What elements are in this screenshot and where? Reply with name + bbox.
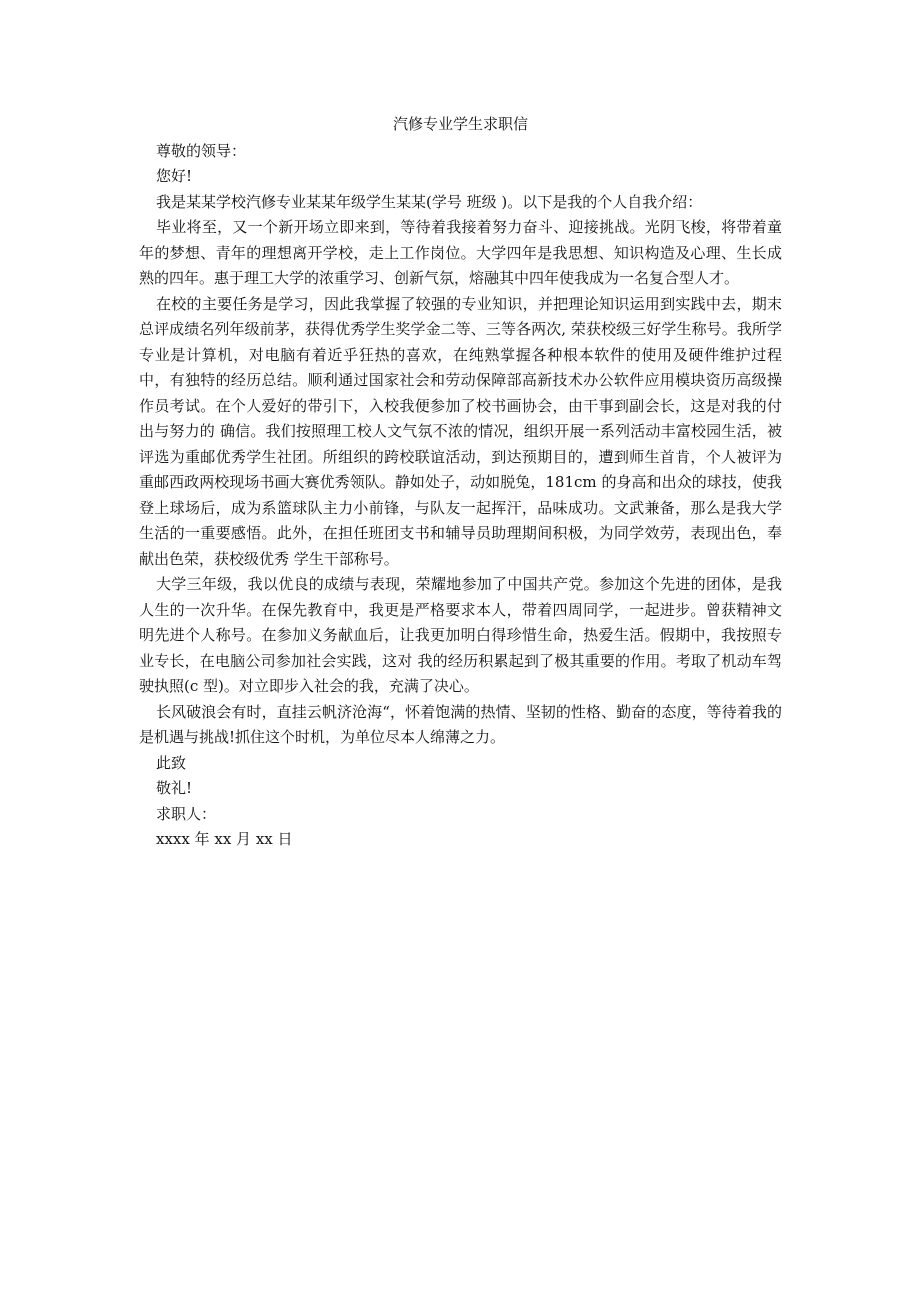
paragraph-school-life: 在校的主要任务是学习，因此我掌握了较强的专业知识，并把理论知识运用到实践中去，期末总评成绩名列年级前茅，获得优秀学生奖学金二等、三等各两次, 荣获校级三好学生称号。我所学专业是计算机，对电脑有着近乎狂热的喜欢，在纯熟掌握各种根本软件的使用及硬件维护过程中，有独特的经历总结。顺利通过国家社会和劳动保障部高新技术办公软件应用模块资历高级操作员考试。在个人爱好的带引下，入校我便参加了校书画协会，由干事到副会长，这是对我的付出与努力的 确信。我们按照理工校人文气氛不浓的情况，组织开展一系列活动丰富校园生活，被评选为重邮优秀学生社团。所组织的跨校联谊活动，到达预期目的，遭到师生首肯，个人被评为重邮西政两校现场书画大赛优秀领队。静如处子，动如脱兔，181cm 的身高和出众的球技，使我登上球场后，成为系篮球队主力小前锋，与队友一起挥汗，品味成功。文武兼备，那么是我大学生活的一重要感悟。此外，在担任班团支书和辅导员助理期间积极，为同学效劳，表现出色，奉献出色荣，获校级优秀 学生干部称号。 <box>139 294 782 568</box>
document-title: 汽修专业学生求职信 <box>392 115 528 133</box>
date-line: xxxx 年 xx 月 xx 日 <box>156 830 293 848</box>
letter-body <box>139 112 782 853</box>
paragraph-third-year: 大学三年级，我以优良的成绩与表现，荣耀地参加了中国共产党。参加这个先进的团体，是我人生的一次升华。在保先教育中，我更是严格要求本人，带着四周同学，一起进步。曾获精神文明先进个人称号。在参加义务献血后，让我更加明白得珍惜生命，热爱生活。假期中，我按照专业专长，在电脑公司参加社会实践，这对 我的经历积累起到了极其重要的作用。考取了机动车驾驶执照(c 型)。对立即步入社会的我，充满了决心。 <box>139 575 782 695</box>
paragraph-graduation: 毕业将至，又一个新开场立即来到，等待着我接着努力奋斗、迎接挑战。光阴飞梭，将带着童年的梦想、青年的理想离开学校，走上工作岗位。大学四年是我思想、知识构造及心理、生长成熟的四年。惠于理工大学的浓重学习、创新气氛，熔融其中四年使我成为一名复合型人才。 <box>139 218 782 287</box>
greeting: 您好! <box>156 167 193 185</box>
salutation: 尊敬的领导： <box>156 141 247 160</box>
intro-line: 我是某某学校汽修专业某某年级学生某某(学号 班级 )。以下是我的个人自我介绍： <box>156 192 703 211</box>
closing-line-1: 此致 <box>156 753 187 772</box>
paragraph-conclusion: 长风破浪会有时，直挂云帆济沧海“，怀着饱满的热情、坚韧的性格、勤奋的态度，等待着我的是机遇与挑战!抓住这个时机，为单位尽本人绵薄之力。 <box>139 702 782 746</box>
closing-line-2: 敬礼! <box>156 779 193 797</box>
signature-label: 求职人： <box>156 804 217 823</box>
